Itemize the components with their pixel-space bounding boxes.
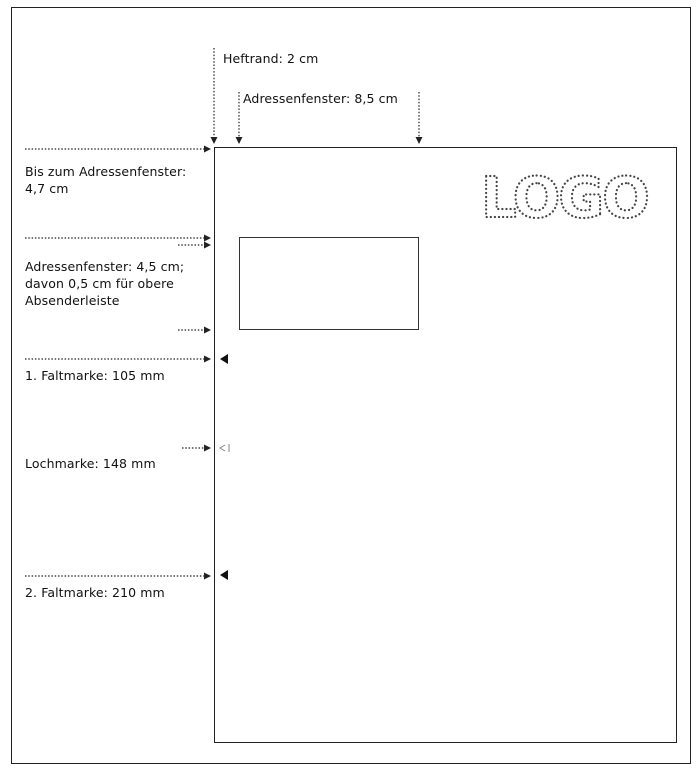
logo: LOGO (481, 166, 648, 231)
heftrand-label: Heftrand: 2 cm (223, 51, 319, 66)
lochmarke-label: Lochmarke: 148 mm (25, 456, 156, 471)
fenster-hoehe-label-line3: Absenderleiste (25, 293, 120, 308)
faltmarke-2-mark (220, 570, 228, 580)
faltmarke-1-mark (220, 354, 228, 364)
lochmarke-mark (220, 444, 229, 452)
fenster-hoehe-label-line2: davon 0,5 cm für obere (25, 276, 174, 291)
faltmarke-2-label: 2. Faltmarke: 210 mm (25, 585, 165, 600)
bis-adressenfenster-label-line2: 4,7 cm (25, 181, 69, 196)
adressenfenster-breite-label: Adressenfenster: 8,5 cm (243, 91, 398, 106)
bis-adressenfenster-label-line1: Bis zum Adressenfenster: (25, 164, 187, 179)
fenster-hoehe-label-line1: Adressenfenster: 4,5 cm; (25, 259, 185, 274)
faltmarke-1-label: 1. Faltmarke: 105 mm (25, 368, 165, 383)
